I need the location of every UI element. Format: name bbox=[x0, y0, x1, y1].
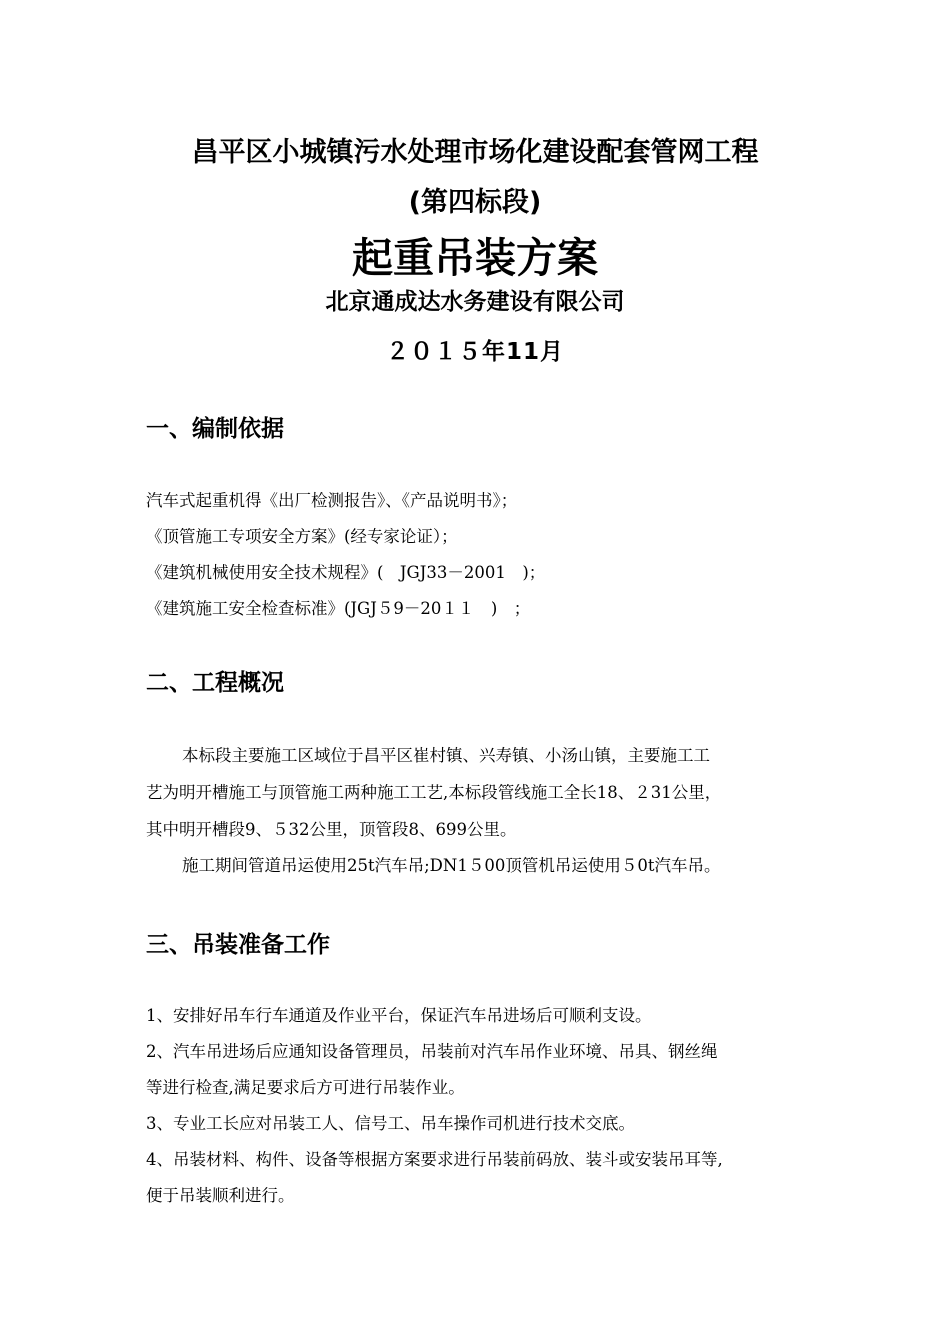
document-title: 起重吊装方案 bbox=[352, 234, 598, 282]
document-date: ２０１５年11月 bbox=[385, 339, 564, 365]
project-title-line2: (第四标段) bbox=[408, 187, 542, 218]
section-heading-overview: 二、工程概况 bbox=[146, 670, 284, 696]
section-heading-preparation: 三、吊装准备工作 bbox=[146, 932, 330, 958]
company-name: 北京通成达水务建设有限公司 bbox=[325, 289, 625, 315]
section-heading-basis: 一、编制依据 bbox=[146, 416, 284, 442]
overview-line-3: 其中明开槽段9、５32公里，顶管段8、699公里。 bbox=[146, 820, 517, 839]
preparation-line-1: 1、安排好吊车行车通道及作业平台，保证汽车吊进场后可顺利支设。 bbox=[146, 1006, 652, 1025]
project-title-line1: 昌平区小城镇污水处理市场化建设配套管网工程 bbox=[191, 137, 759, 168]
basis-line-3: 《建筑机械使用安全技术规程》( JGJ33－2001 )； bbox=[146, 563, 546, 582]
overview-line-1: 本标段主要施工区域位于昌平区崔村镇、兴寿镇、小汤山镇，主要施工工 bbox=[182, 746, 710, 765]
basis-line-4: 《建筑施工安全检查标准》(JGJ５9－20１１ ) ； bbox=[146, 599, 531, 618]
preparation-line-6: 便于吊装顺利进行。 bbox=[146, 1186, 295, 1205]
preparation-line-5: 4、吊装材料、构件、设备等根据方案要求进行吊装前码放、装斗或安装吊耳等, bbox=[146, 1150, 723, 1169]
preparation-line-3: 等进行检查,满足要求后方可进行吊装作业。 bbox=[146, 1078, 465, 1097]
preparation-line-4: 3、专业工长应对吊装工人、信号工、吊车操作司机进行技术交底。 bbox=[146, 1114, 635, 1133]
basis-line-2: 《顶管施工专项安全方案》(经专家论证）； bbox=[146, 527, 458, 546]
overview-line-4: 施工期间管道吊运使用25t汽车吊;DN1５00顶管机吊运使用５0t汽车吊。 bbox=[182, 856, 721, 875]
overview-line-2: 艺为明开槽施工与顶管施工两种施工工艺,本标段管线施工全长18、２31公里， bbox=[146, 783, 722, 802]
preparation-line-2: 2、汽车吊进场后应通知设备管理员，吊装前对汽车吊作业环境、吊具、钢丝绳 bbox=[146, 1042, 718, 1061]
basis-line-1: 汽车式起重机得《出厂检测报告》、《产品说明书》； bbox=[146, 491, 518, 510]
